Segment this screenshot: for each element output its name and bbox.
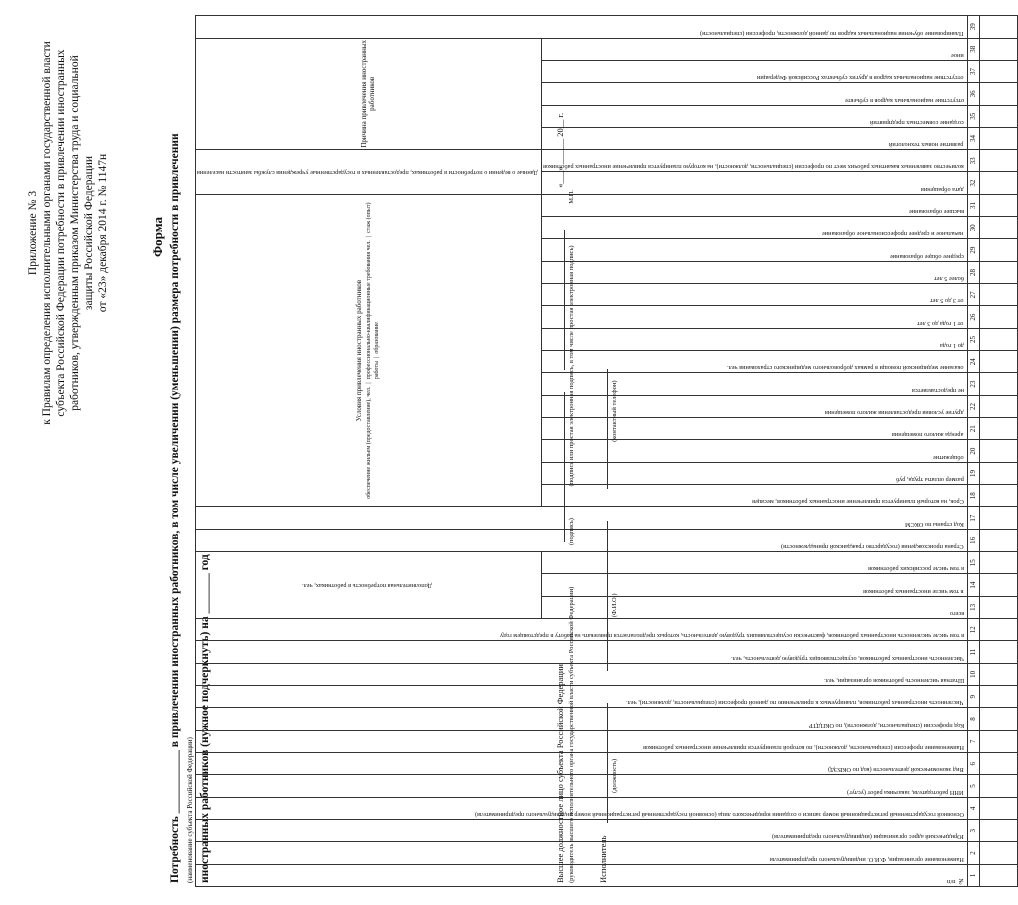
cell-17[interactable] (980, 507, 1018, 529)
col-num-11: 11 (968, 641, 980, 663)
col-num-29: 29 (968, 239, 980, 261)
col-num-6: 6 (968, 753, 980, 775)
col-header-28: более 5 лет (542, 261, 968, 283)
col-num-37: 37 (968, 60, 980, 82)
executor-phone-line[interactable] (598, 369, 608, 489)
name-caption: (Ф.И.О.) (611, 593, 618, 618)
col-header-13: всего (542, 596, 968, 618)
header-line-2: субъекта Российской Федерации потребности в привлечении иностранных (55, 49, 67, 417)
col-header-22: другие условия предоставления жилого помещения (542, 395, 968, 417)
header-row-group (196, 16, 542, 887)
col-header-9: Численность иностранных работников, планируемых к привлечению по данной профессии (специальности, должности), чел. (196, 686, 968, 708)
stamp-label: М.П. (568, 190, 575, 204)
col-num-7: 7 (968, 730, 980, 752)
title-line-2: иностранных работников (нужное подчеркнуть) на _______ год (199, 554, 211, 883)
col-num-12: 12 (968, 619, 980, 641)
cell-2[interactable] (980, 842, 1018, 864)
subject-caption: (наименование субъекта Российской Федерации) (186, 737, 194, 883)
col-header-21: аренда жилого помещения (542, 418, 968, 440)
col-header-15: в том числе российских работников (542, 552, 968, 574)
col-header-19: размер оплаты труда, руб (542, 462, 968, 484)
official-name-line[interactable] (555, 230, 565, 370)
cell-39[interactable] (980, 16, 1018, 39)
header-date-line: от «23» декабря 2014 г. № 1147н (97, 153, 109, 313)
col-num-32: 32 (968, 172, 980, 194)
col-num-33: 33 (968, 150, 980, 172)
col-num-16: 16 (968, 529, 980, 551)
official-signature-block (555, 113, 565, 883)
header-line-3: работников, утвержденным приказом Министерства труда и социальной (69, 55, 81, 411)
col-num-8: 8 (968, 708, 980, 730)
col-num-22: 22 (968, 395, 980, 417)
cell-38[interactable] (980, 38, 1018, 60)
col-header-20: общежитие (542, 440, 968, 462)
col-num-10: 10 (968, 663, 980, 685)
cell-7[interactable] (980, 730, 1018, 752)
col-header-32: дата обращения (542, 172, 968, 194)
col-header-14: в том числе иностранных работников (542, 574, 968, 596)
cell-22[interactable] (980, 395, 1018, 417)
col-header-35: создание совместных предприятий (542, 105, 968, 127)
col-num-31: 31 (968, 194, 980, 216)
official-sign-line[interactable] (555, 392, 565, 542)
official-caption-row (567, 190, 577, 883)
executor-name-line[interactable] (598, 521, 608, 671)
cell-1[interactable] (980, 864, 1018, 886)
col-header-23: не предоставляется (542, 373, 968, 395)
cell-23[interactable] (980, 373, 1018, 395)
col-header-3: Юридический адрес организации (индивидуального предпринимателя) (196, 820, 968, 842)
col-header-17: Код страны по ОКСМ (196, 507, 968, 529)
group-header-conditions: Условия привлечения иностранных работников обеспечение жильем (предоставление), чел. | профессионально-квалификационные требования чел. | стаж (опыт) работы | образование (196, 194, 542, 507)
cell-18[interactable] (980, 485, 1018, 507)
col-num-36: 36 (968, 83, 980, 105)
col-header-26: от 1 года до 3 лет (542, 306, 968, 328)
cell-13[interactable] (980, 596, 1018, 618)
cell-28[interactable] (980, 261, 1018, 283)
group-education: образование (373, 322, 380, 354)
cell-20[interactable] (980, 440, 1018, 462)
col-header-6: Вид экономической деятельности (код по ОКВЭД) (196, 753, 968, 775)
col-num-23: 23 (968, 373, 980, 395)
col-num-5: 5 (968, 775, 980, 797)
cell-19[interactable] (980, 462, 1018, 484)
date-field: «___» ______ 20__ г. (555, 112, 565, 188)
col-header-18: Срок, на который планируется привлечение иностранных работников, месяцев (542, 485, 968, 507)
col-header-33: количество заявленных вакантных рабочих мест по профессии (специальности, должности), на которую планируется привлечение иностранных работников (542, 150, 968, 172)
cell-33[interactable] (980, 150, 1018, 172)
col-num-3: 3 (968, 820, 980, 842)
executor-label: Исполнитель (598, 835, 608, 883)
cell-27[interactable] (980, 284, 1018, 306)
col-header-36: отсутствие национальных кадров в субъекте (542, 83, 968, 105)
col-num-18: 18 (968, 485, 980, 507)
cell-24[interactable] (980, 351, 1018, 373)
col-num-38: 38 (968, 38, 980, 60)
group-housing: обеспечение жильем (предоставление), чел. (366, 386, 373, 499)
cell-16[interactable] (980, 529, 1018, 551)
cell-14[interactable] (980, 574, 1018, 596)
group-header-employment: Данные о ведении о потребности в работниках, предоставленных в государственные учреждения службы занятости населения (196, 150, 542, 195)
col-header-34: развитие новых технологий (542, 127, 968, 149)
phone-caption: (контактный телефон) (611, 380, 618, 442)
cell-37[interactable] (980, 60, 1018, 82)
group-header-need: Дополнительная потребность в работниках, чел. (196, 552, 542, 619)
title-line-1: Потребность ___________ в привлечении иностранных работников, в том числе увеличении (уменьшении) размера потребности в привлечении (169, 133, 181, 883)
cell-26[interactable] (980, 306, 1018, 328)
cell-32[interactable] (980, 172, 1018, 194)
empty-data-row (980, 16, 1018, 887)
document-header (26, 18, 110, 448)
cell-29[interactable] (980, 239, 1018, 261)
cell-36[interactable] (980, 83, 1018, 105)
executor-block (598, 369, 608, 883)
col-header-11: Численность иностранных работников, осуществляющих трудовую деятельность, чел. (196, 641, 968, 663)
col-header-30: начальное и среднее профессиональное образование (542, 217, 968, 239)
sign-note: (подпись или простая электронная подпись, в том числе простая электронная подпись) (568, 245, 575, 487)
col-num-35: 35 (968, 105, 980, 127)
col-num-28: 28 (968, 261, 980, 283)
col-header-16: Страна происхождения (государство гражданской принадлежности) (196, 529, 968, 551)
cell-4[interactable] (980, 797, 1018, 819)
col-num-4: 4 (968, 797, 980, 819)
col-header-31: высшее образование (542, 194, 968, 216)
cell-12[interactable] (980, 619, 1018, 641)
col-header-10: Штатная численность работников организации, чел. (196, 663, 968, 685)
col-header-25: до 1 года (542, 328, 968, 350)
col-header-12: в том числе численность иностранных работников, фактически осуществлявших трудовую деятельность, которых предполагается привлекать на работу в предстоящем году (196, 619, 968, 641)
cell-31[interactable] (980, 194, 1018, 216)
col-num-2: 2 (968, 842, 980, 864)
col-num-20: 20 (968, 440, 980, 462)
col-num-21: 21 (968, 418, 980, 440)
cell-30[interactable] (980, 217, 1018, 239)
col-num-1: 1 (968, 864, 980, 886)
group-experience: стаж (опыт) работы (366, 202, 380, 380)
col-num-24: 24 (968, 351, 980, 373)
cell-8[interactable] (980, 708, 1018, 730)
header-line-1: к Правилам определения исполнительными органами государственной власти (41, 41, 53, 425)
col-header-2: Наименование организации, Ф.И.О. индивидуального предпринимателя (196, 842, 968, 864)
col-num-15: 15 (968, 552, 980, 574)
executor-position-line[interactable] (598, 703, 608, 823)
cell-35[interactable] (980, 105, 1018, 127)
group-qualification: профессионально-квалификационные требования чел. (366, 240, 373, 380)
column-number-row (968, 16, 980, 887)
col-num-9: 9 (968, 686, 980, 708)
col-header-27: от 3 до 5 лет (542, 284, 968, 306)
header-line-4: защиты Российской Федерации (83, 155, 95, 311)
cell-21[interactable] (980, 418, 1018, 440)
col-num-13: 13 (968, 596, 980, 618)
col-num-30: 30 (968, 217, 980, 239)
col-num-17: 17 (968, 507, 980, 529)
col-num-27: 27 (968, 284, 980, 306)
col-num-39: 39 (968, 16, 980, 39)
col-header-5: ИНН работодателя, заказчика работ (услуг) (196, 775, 968, 797)
cell-25[interactable] (980, 328, 1018, 350)
col-num-26: 26 (968, 306, 980, 328)
col-num-14: 14 (968, 574, 980, 596)
annex-number: Приложение № 3 (27, 190, 39, 276)
official-caption: (руководитель высшего исполнительного органа государственной власти субъекта Российской Федерации) (568, 586, 575, 883)
col-num-25: 25 (968, 328, 980, 350)
col-header-24: оказание медицинской помощи в рамках добровольного медицинского страхования чел. (542, 351, 968, 373)
cell-5[interactable] (980, 775, 1018, 797)
col-header-8: Код профессии (специальности, должности), по ОКПДТР (196, 708, 968, 730)
col-header-7: Наименование профессии (специальности, должности), по которой планируется привлечение иностранных работников (196, 730, 968, 752)
cell-15[interactable] (980, 552, 1018, 574)
col-header-4: Основной государственный регистрационный номер записи о создании юридического лица (основной государственный регистрационный номер индивидуального предпринимателя) (196, 797, 968, 819)
official-label: Высшее должностное лицо субъекта Российской Федерации (555, 664, 565, 883)
col-num-34: 34 (968, 127, 980, 149)
group-header-reasons: Причина привлечения иностранных работников (196, 38, 542, 150)
cell-11[interactable] (980, 641, 1018, 663)
position-caption: (должность) (611, 758, 618, 793)
cell-6[interactable] (980, 753, 1018, 775)
col-header-37: отсутствие национальных кадров в других субъектах Российской Федерации (542, 60, 968, 82)
cell-34[interactable] (980, 127, 1018, 149)
col-header-39: Планирование обучения национальных кадров по данной должности, профессии (специальности) (196, 16, 968, 39)
cell-9[interactable] (980, 686, 1018, 708)
cell-10[interactable] (980, 663, 1018, 685)
col-header-38: иное (542, 38, 968, 60)
sign-caption: (подпись) (568, 518, 575, 546)
col-num-19: 19 (968, 462, 980, 484)
form-label: Форма (150, 217, 165, 257)
cell-3[interactable] (980, 820, 1018, 842)
col-header-1: № п/п (196, 864, 968, 886)
col-header-29: среднее общее образование (542, 239, 968, 261)
executor-caption-row (610, 380, 620, 883)
